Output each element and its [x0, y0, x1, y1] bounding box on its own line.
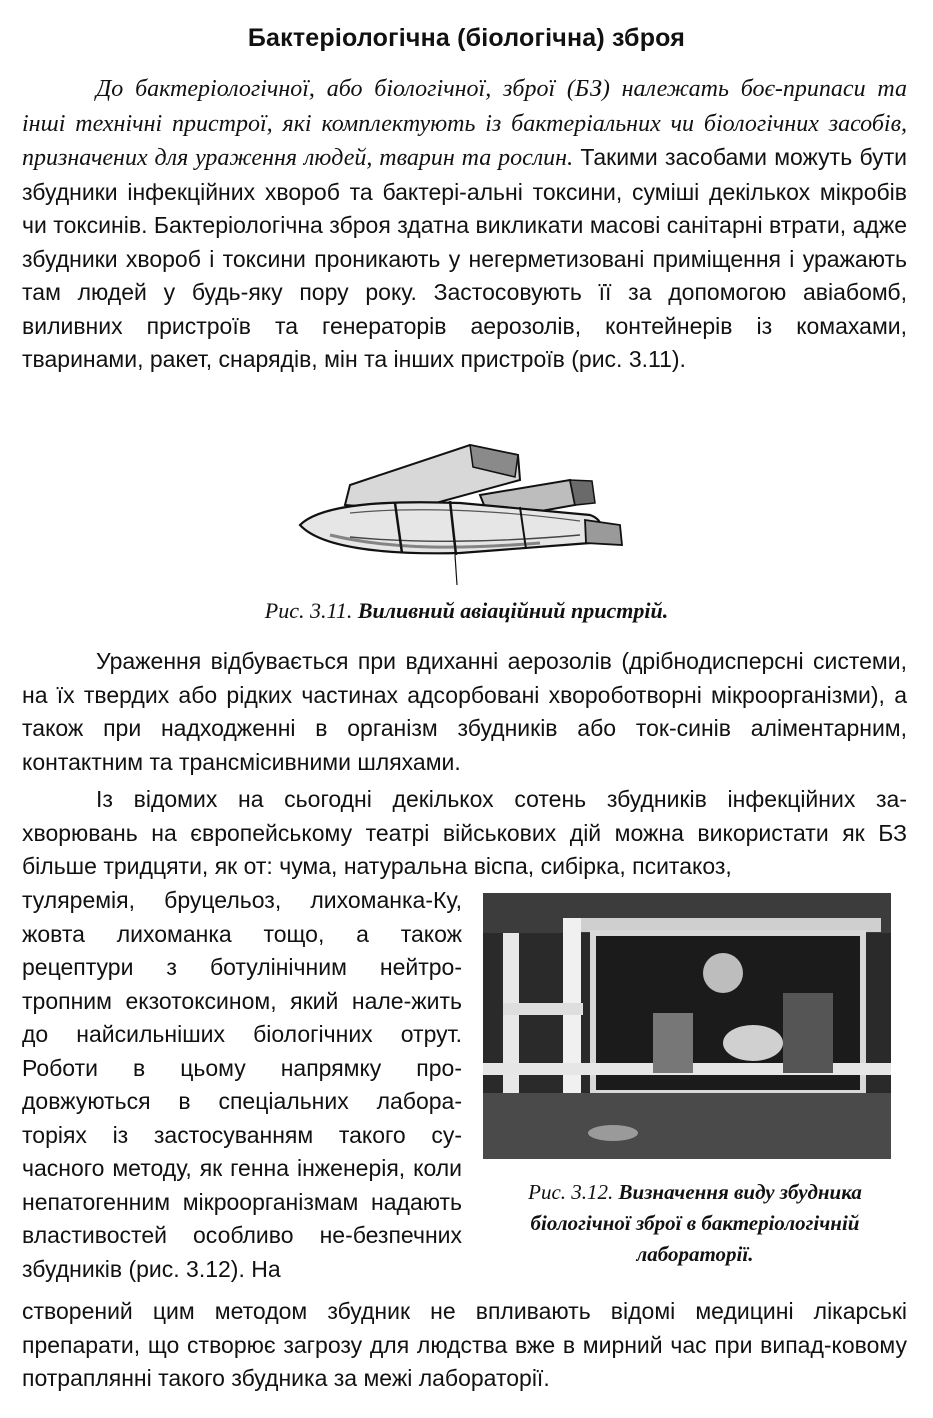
caption-title: Виливний авіаційний пристрій.	[357, 598, 669, 623]
caption-prefix: Рис. 3.12.	[528, 1180, 619, 1204]
laboratory-photo-drawing	[483, 893, 891, 1159]
intro-text: Такими засобами можуть бути збудники інфекційних хвороб та бактері-альні токсини, суміші декількох мікробів чи токсинів. Бактеріологічна зброя здатна викликати масові санітарні втрати, адже збудники хвороб і токсини проникають у негерметизовані приміщення і уражають там людей у будь-яку пору року. Застосовують її за допомогою авіабомб, виливних пристроїв та генераторів аерозолів, контейнерів із комахами, тваринами, ракет, снарядів, мін та інших пристроїв (рис. 3.11).	[22, 144, 907, 372]
paragraph-intro	[22, 72, 907, 377]
paragraph-genetic-engineering: туляремія, бруцельоз, лихоманка-Ку, жовта лихоманка тощо, а також рецептури з ботулінічним нейтро-тропним екзотоксином, який нале-жить до найсильніших біологічних отрут. Роботи в цьому напрямку про-довжуються в спеціальних лабора-торіях із застосуванням такого су-часного методу, як генна інженерія, коли непатогенним мікроорганізмам надають властивостей особливо не-безпечних збудників (рис. 3.12). На	[22, 887, 462, 1282]
figure-caption-3-12	[500, 1177, 890, 1270]
definition-text: До бактеріологічної, або біологічної, зброї (БЗ) належать боє-припаси та інші технічні пристрої, які комплектують із бактеріальних чи біологічних засобів, призначених для ураження людей, тварин та рослин.	[22, 76, 907, 171]
aerial-spray-device-illustration	[290, 425, 640, 595]
page-title: Бактеріологічна (біологічна) зброя	[247, 24, 686, 52]
caption-prefix: Рис. 3.11.	[264, 598, 358, 623]
figure-caption-3-11	[0, 598, 933, 624]
paragraph-infection-routes: Ураження відбувається при вдиханні аерозолів (дрібнодисперсні системи, на їх твердих або рідких частинах адсорбовані хвороботворні мікроорганізми), а також при надходженні в організм збудників або ток-синів аліментарним, контактним та трансмісивними шляхами.	[22, 648, 907, 775]
paragraph-agents-list: Із відомих на сьогодні декількох сотень збудників інфекційних за-хворювань на європейському театрі військових дій можна використати як БЗ більше тридцяти, як от: чума, натуральна віспа, сибірка, пситакоз,	[22, 786, 907, 879]
paragraph-conclusion: створений цим методом збудник не впливають відомі медицині лікарські препарати, що створює загрозу для людства вже в мирний час при випад-ковому потраплянні такого збудника за межі лабораторії.	[22, 1298, 907, 1391]
laboratory-photo	[483, 893, 891, 1159]
caption-title: Визначення виду збудника біологічної зброї в бактеріологічній лабораторії.	[530, 1180, 862, 1266]
